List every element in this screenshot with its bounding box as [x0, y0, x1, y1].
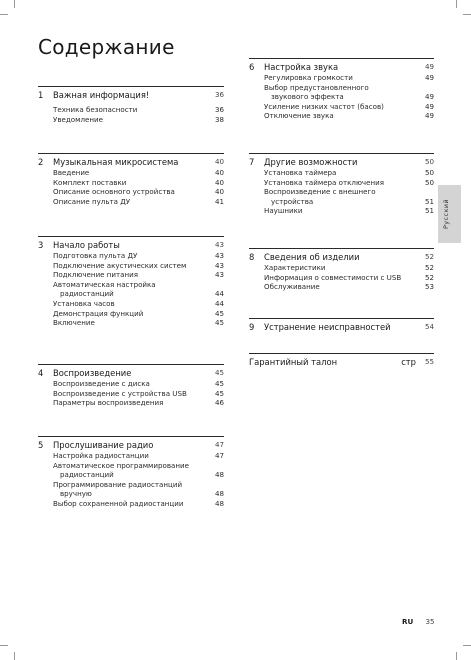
toc-entry-page: 45 [214, 308, 224, 318]
toc-entry-label: Установка часов [53, 298, 115, 308]
toc-entry-page [422, 187, 434, 197]
toc-section [38, 364, 224, 408]
toc-entry-label: Введение [53, 168, 90, 177]
section-number: 6 [249, 62, 255, 72]
crop-mark [14, 652, 15, 660]
toc-entry-page: 49 [424, 73, 434, 82]
toc-entry-label: Настройка радиостанции [53, 451, 149, 460]
toc-entry[interactable] [38, 105, 224, 115]
toc-entry-page: 46 [214, 398, 224, 408]
toc-entry-page: 48 [214, 498, 224, 508]
toc-entry[interactable] [38, 389, 224, 399]
toc-section-heading[interactable] [249, 248, 434, 263]
toc-item-list [38, 101, 224, 124]
toc-entry[interactable] [249, 282, 434, 292]
toc-item-list [38, 451, 224, 509]
toc-entry-page: 49 [424, 111, 434, 121]
toc-entry[interactable] [249, 73, 434, 83]
toc-entry-label: Воспроизведение с диска [53, 379, 150, 388]
toc-section [38, 86, 224, 124]
crop-mark [456, 0, 457, 8]
toc-section [38, 153, 224, 206]
toc-entry-page: 51 [424, 206, 434, 216]
toc-entry[interactable] [38, 470, 224, 480]
toc-entry[interactable] [38, 187, 224, 197]
toc-entry-label: Информация о совместимости с USB [264, 272, 402, 282]
section-title: Устранение неисправностей [264, 322, 391, 332]
toc-entry[interactable] [249, 83, 434, 93]
toc-section [38, 436, 224, 509]
toc-entry-page [212, 280, 224, 290]
toc-entry[interactable] [38, 461, 224, 471]
toc-entry-label: радиостанций [60, 470, 114, 480]
toc-entry[interactable] [249, 206, 434, 216]
toc-entry-page: 50 [424, 177, 434, 187]
toc-entry-page: 45 [214, 318, 224, 328]
toc-entry[interactable] [249, 178, 434, 188]
section-page: 55 [424, 357, 434, 366]
toc-entry-label: вручную [60, 489, 92, 499]
toc-entry[interactable] [38, 115, 224, 125]
footer-language: RU [402, 617, 414, 626]
toc-section [249, 58, 434, 121]
toc-entry-label: Описание пульта ДУ [53, 196, 131, 206]
page-footer [402, 617, 435, 626]
section-number: 1 [38, 90, 44, 100]
language-tab [438, 185, 461, 243]
section-title: Сведения об изделии [264, 252, 360, 262]
crop-mark [0, 14, 8, 15]
crop-mark [14, 0, 15, 8]
toc-item-list [38, 379, 224, 408]
toc-item-list [249, 168, 434, 216]
toc-entry-label: Установка таймера [264, 168, 337, 177]
toc-entry-page [212, 480, 224, 490]
section-number: 8 [249, 252, 255, 262]
section-number: 5 [38, 440, 44, 450]
toc-entry[interactable] [38, 398, 224, 408]
toc-entry-label: Программирование радиостанций [53, 479, 183, 489]
toc-entry[interactable] [249, 273, 434, 283]
toc-entry-label: Наушники [264, 206, 303, 216]
toc-entry[interactable] [249, 111, 434, 121]
toc-entry[interactable] [38, 178, 224, 188]
toc-entry-page: 47 [214, 451, 224, 460]
section-page: 36 [214, 90, 224, 99]
toc-entry-label: Параметры воспроизведения [53, 398, 164, 408]
toc-entry-label: Автоматическое программирование [53, 460, 190, 470]
toc-entry-label: Выбор предустановленного [264, 82, 369, 92]
toc-entry-page: 52 [424, 263, 434, 272]
section-page: 40 [214, 157, 224, 166]
toc-entry[interactable] [38, 379, 224, 389]
toc-item-list [249, 73, 434, 121]
toc-entry[interactable] [249, 102, 434, 112]
toc-entry-page: 48 [214, 470, 224, 480]
toc-entry-page: 38 [214, 114, 224, 124]
toc-entry-label: Демонстрация функций [53, 308, 144, 318]
crop-mark [0, 645, 8, 646]
section-number: 3 [38, 240, 44, 250]
section-page: 54 [424, 322, 434, 331]
toc-entry-page: 45 [214, 388, 224, 398]
toc-entry-page: 36 [214, 105, 224, 114]
toc-entry[interactable] [38, 489, 224, 499]
toc-entry-page: 44 [214, 289, 224, 299]
section-page-prefix: стр [401, 357, 416, 367]
toc-entry[interactable] [38, 309, 224, 319]
toc-entry-label: Воспроизведение с внешнего [264, 187, 376, 197]
section-title: Начало работы [53, 240, 120, 250]
section-number: 4 [38, 368, 44, 378]
section-number: 7 [249, 157, 255, 167]
toc-entry-page [212, 461, 224, 471]
toc-entry-label: Комплект поставки [53, 177, 127, 187]
section-page: 43 [214, 240, 224, 249]
toc-entry-label: Выбор сохраненной радиостанции [53, 498, 184, 508]
toc-section-heading[interactable] [38, 364, 224, 379]
toc-section [249, 248, 434, 292]
toc-entry-page: 49 [424, 92, 434, 102]
section-page: 50 [424, 157, 434, 166]
section-title: Прослушивание радио [53, 440, 154, 450]
toc-entry-label: радиостанций [60, 289, 114, 299]
toc-entry-label: Подключение акустических систем [53, 260, 187, 270]
toc-entry-label: Характеристики [264, 263, 326, 272]
toc-entry[interactable] [38, 280, 224, 290]
toc-entry-page: 48 [214, 489, 224, 499]
section-number: 2 [38, 157, 44, 167]
section-number: 9 [249, 322, 255, 332]
toc-section [249, 318, 434, 333]
toc-entry-label: Описание основного устройства [53, 187, 175, 197]
language-tab-label: Русский [442, 198, 450, 230]
toc-entry-label: Усиление низких частот (басов) [264, 101, 384, 111]
toc-entry[interactable] [249, 263, 434, 273]
page-title: Содержание [38, 35, 175, 59]
toc-entry-page: 43 [214, 251, 224, 260]
toc-entry-page: 43 [214, 270, 224, 280]
section-page: 45 [214, 368, 224, 377]
toc-entry-page: 49 [424, 101, 434, 111]
toc-section-heading[interactable] [38, 236, 224, 251]
toc-entry-label: Подключение питания [53, 270, 139, 280]
toc-entry-label: Уведомление [53, 114, 103, 124]
toc-item-list [38, 251, 224, 328]
crop-mark [463, 14, 471, 15]
toc-entry[interactable] [249, 168, 434, 178]
toc-section [249, 353, 434, 368]
toc-section [249, 153, 434, 216]
toc-entry[interactable] [249, 187, 434, 197]
toc-entry-label: Воспроизведение с устройства USB [53, 388, 187, 398]
toc-entry[interactable] [38, 261, 224, 271]
toc-entry-page: 44 [214, 298, 224, 308]
section-title: Другие возможности [264, 157, 358, 167]
toc-entry-label: Отключение звука [264, 111, 334, 121]
toc-entry-label: Автоматическая настройка [53, 279, 156, 289]
toc-entry[interactable] [249, 92, 434, 102]
toc-entry-label: Техника безопасности [53, 105, 138, 114]
page-number: 35 [425, 617, 435, 626]
toc-entry-page [422, 83, 434, 93]
toc-entry-label: Регулировка громкости [264, 73, 353, 82]
toc-entry-page: 41 [214, 196, 224, 206]
toc-entry[interactable] [38, 289, 224, 299]
section-title: Важная информация! [53, 90, 150, 100]
toc-entry-page: 40 [214, 168, 224, 177]
toc-entry-label: звукового эффекта [271, 92, 344, 102]
toc-entry-page: 45 [214, 379, 224, 388]
toc-entry-page: 53 [424, 282, 434, 292]
toc-entry-page: 50 [424, 168, 434, 177]
toc-entry[interactable] [38, 318, 224, 328]
toc-entry-page: 51 [424, 196, 434, 206]
toc-entry-label: Включение [53, 318, 95, 328]
toc-section-heading[interactable] [249, 353, 434, 368]
section-title: Гарантийный талон [249, 357, 338, 367]
toc-section-heading[interactable] [249, 58, 434, 73]
crop-mark [463, 645, 471, 646]
toc-entry-label: Обслуживание [264, 282, 320, 292]
toc-entry[interactable] [38, 499, 224, 509]
toc-section-heading[interactable] [38, 436, 224, 451]
toc-entry-page: 52 [424, 272, 434, 282]
toc-entry[interactable] [38, 197, 224, 207]
section-page: 49 [424, 62, 434, 71]
toc-entry[interactable] [38, 480, 224, 490]
toc-entry[interactable] [38, 251, 224, 261]
toc-item-list [249, 263, 434, 292]
toc-entry-page: 40 [214, 187, 224, 197]
toc-section-heading[interactable] [249, 153, 434, 168]
toc-entry-label: Подготовка пульта ДУ [53, 251, 138, 260]
toc-entry[interactable] [38, 168, 224, 178]
toc-section-heading[interactable] [38, 86, 224, 101]
toc-section-heading[interactable] [38, 153, 224, 168]
toc-section [38, 236, 224, 328]
toc-entry[interactable] [38, 299, 224, 309]
toc-entry-label: устройства [271, 196, 314, 206]
toc-entry-label: Установка таймера отключения [264, 177, 384, 187]
section-title: Воспроизведение [53, 368, 132, 378]
toc-item-list [38, 168, 224, 206]
toc-entry[interactable] [38, 451, 224, 461]
toc-entry[interactable] [249, 197, 434, 207]
toc-entry-page: 43 [214, 260, 224, 270]
toc-section-heading[interactable] [249, 318, 434, 333]
section-page: 47 [214, 440, 224, 449]
section-title: Настройка звука [264, 62, 339, 72]
toc-entry[interactable] [38, 270, 224, 280]
crop-mark [456, 652, 457, 660]
section-page: 52 [424, 252, 434, 261]
toc-entry-page: 40 [214, 177, 224, 187]
section-title: Музыкальная микросистема [53, 157, 179, 167]
